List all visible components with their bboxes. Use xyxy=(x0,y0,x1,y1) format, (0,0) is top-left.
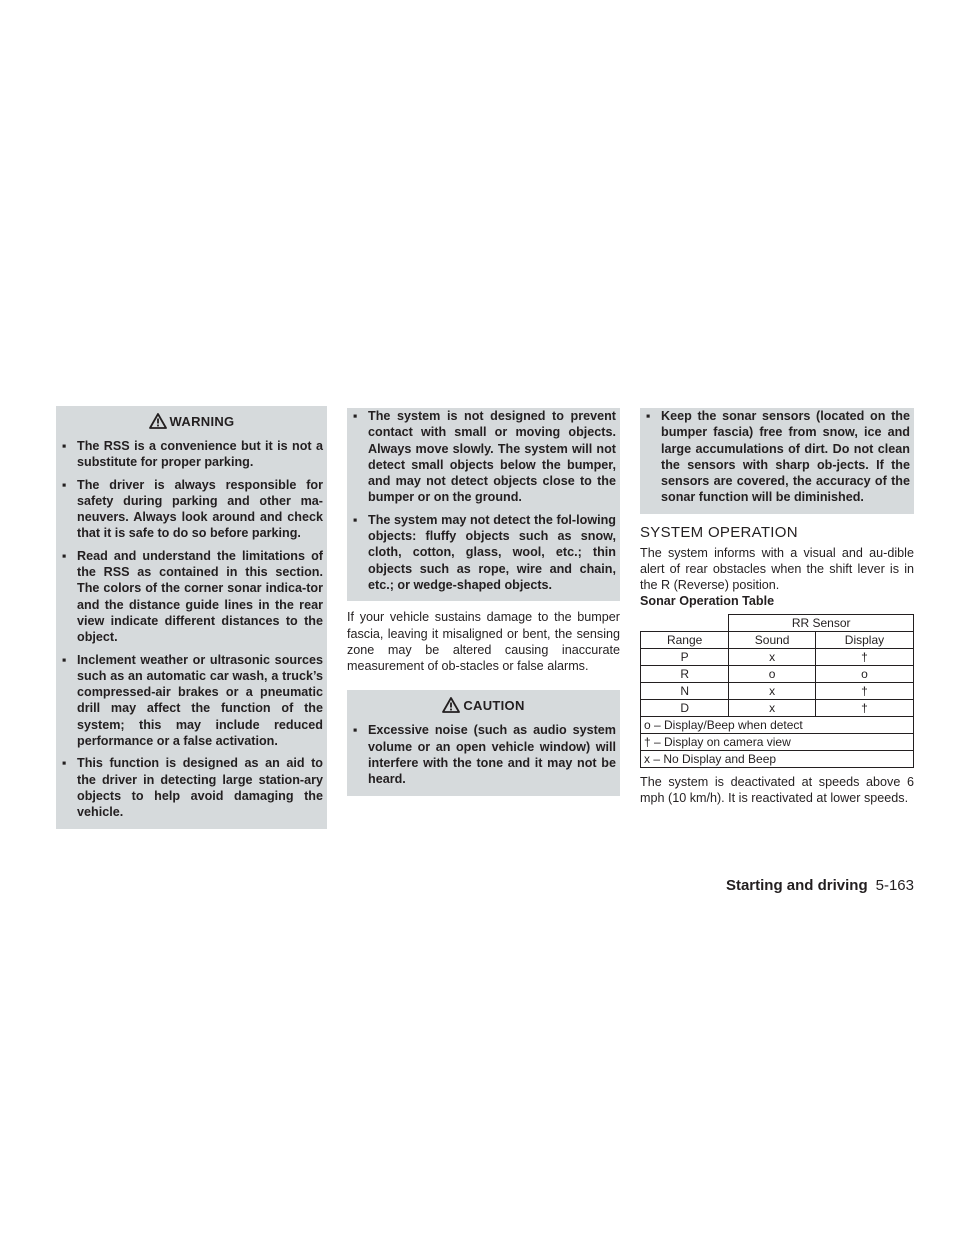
list-item-text: This function is designed as an aid to the driver in detecting large station-ary objects to help avoid damaging the vehicle. xyxy=(77,756,323,820)
warning-title: WARNING xyxy=(169,413,235,429)
table-row xyxy=(641,699,914,716)
table-header-row xyxy=(641,631,914,648)
list-item xyxy=(646,408,910,506)
table-cell: o xyxy=(815,665,913,682)
closing-paragraph: The system is deactivated at speeds above 6 mph (10 km/h). It is reactivated at lower speeds. xyxy=(640,774,914,805)
column-1 xyxy=(56,406,327,829)
list-item xyxy=(62,548,323,646)
list-item-text: The driver is always responsible for safety during parking and other ma-neuvers. Always look around and check that it is safe to do so before parking. xyxy=(77,477,323,541)
caution-box xyxy=(347,690,620,795)
table-cell: R xyxy=(641,665,729,682)
bullet: ▪ xyxy=(353,409,358,423)
table-cell: o xyxy=(729,665,816,682)
page-number: 5-163 xyxy=(875,877,914,894)
caution-icon xyxy=(442,697,460,713)
table-legend-row xyxy=(641,733,914,750)
list-item xyxy=(62,652,323,750)
list-item-text: Keep the sonar sensors (located on the bumper fascia) free from snow, ice and large accumulations of dirt. Do not clean the sensors with sharp ob-jects. If the sensors are covered, the accuracy of the sonar function will be diminished. xyxy=(661,409,910,505)
warning-box-continued xyxy=(640,408,914,514)
caution-title: CAUTION xyxy=(463,697,525,713)
warning-list xyxy=(56,438,327,821)
warning-box xyxy=(56,406,327,829)
warning-header xyxy=(56,410,327,432)
body-paragraph: If your vehicle sustains damage to the bumper fascia, leaving it misaligned or bent, the sensing zone may be altered causing inaccurate measurement of ob-stacles or false alarms. xyxy=(347,610,620,674)
table-legend-row xyxy=(641,716,914,733)
caution-header xyxy=(347,694,620,716)
table-group-header: RR Sensor xyxy=(729,614,914,631)
table-legend-row xyxy=(641,750,914,767)
table-header-cell: Display xyxy=(815,631,913,648)
table-header-cell: Range xyxy=(641,631,729,648)
bullet: ▪ xyxy=(353,512,358,527)
table-cell: P xyxy=(641,648,729,665)
warning-box-continued xyxy=(347,408,620,601)
list-item-text: The RSS is a convenience but it is not a substitute for proper parking. xyxy=(77,439,323,470)
warning-list xyxy=(347,408,620,593)
table-cell: D xyxy=(641,699,729,716)
caution-list xyxy=(347,722,620,787)
bullet: ▪ xyxy=(353,723,358,738)
table-cell: † xyxy=(815,648,913,665)
list-item xyxy=(353,722,616,787)
list-item xyxy=(62,438,323,471)
table-title: Sonar Operation Table xyxy=(640,593,775,608)
table-header-row xyxy=(641,614,914,631)
table-legend: x – No Display and Beep xyxy=(641,750,914,767)
table-legend: † – Display on camera view xyxy=(641,733,914,750)
table-row xyxy=(641,665,914,682)
list-item xyxy=(62,477,323,542)
table-header-cell: Sound xyxy=(729,631,816,648)
table-cell: x xyxy=(729,648,816,665)
section-heading: SYSTEM OPERATION xyxy=(640,523,798,541)
page-footer xyxy=(726,877,914,894)
list-item-text: The system is not designed to prevent contact with small or moving objects. Always move slowly. The system will not detect small objects below the bumper, and may not detect objects close to the bumper or on the ground. xyxy=(368,409,616,505)
table-cell: N xyxy=(641,682,729,699)
bullet: ▪ xyxy=(62,756,67,771)
table-cell: x xyxy=(729,699,816,716)
list-item-text: Read and understand the limitations of the RSS as contained in this section. The colors of the corner sonar indica-tor and the distance guide lines in the rear view indicate different distances to the object. xyxy=(77,548,323,645)
list-item-text: Excessive noise (such as audio system volume or an open vehicle window) will interfere with the tone and it may not be heard. xyxy=(368,723,616,787)
warning-list xyxy=(640,408,914,506)
table-row xyxy=(641,682,914,699)
bullet: ▪ xyxy=(62,477,67,492)
table-cell: † xyxy=(815,699,913,716)
footer-section-title: Starting and driving xyxy=(725,877,868,894)
table-row xyxy=(641,648,914,665)
warning-icon xyxy=(149,413,167,429)
list-item-text: Inclement weather or ultrasonic sources such as an automatic car wash, a truck’s compressed-air brakes or a pneumatic drill may affect the function of the system; this may include reduced performance or a false activation. xyxy=(77,652,323,749)
table-cell: x xyxy=(729,682,816,699)
column-3 xyxy=(640,406,914,806)
list-item-text: The system may not detect the fol-lowing objects: fluffy objects such as snow, cloth, cotton, glass, wool, etc.; thin objects such as rope, wire and chain, etc.; or wedge-shaped objects. xyxy=(368,512,616,592)
list-item xyxy=(62,755,323,820)
table-legend: o – Display/Beep when detect xyxy=(641,716,914,733)
table-cell-empty xyxy=(641,614,729,631)
list-item xyxy=(353,408,616,506)
bullet: ▪ xyxy=(62,548,67,563)
sonar-operation-table xyxy=(640,614,914,768)
table-cell: † xyxy=(815,682,913,699)
bullet: ▪ xyxy=(62,439,67,453)
bullet: ▪ xyxy=(646,409,651,423)
bullet: ▪ xyxy=(62,652,67,667)
column-2 xyxy=(347,406,620,796)
list-item xyxy=(353,512,616,593)
intro-paragraph: The system informs with a visual and au-dible alert of rear obstacles when the shift lever is in the R (Reverse) position. xyxy=(640,545,914,593)
